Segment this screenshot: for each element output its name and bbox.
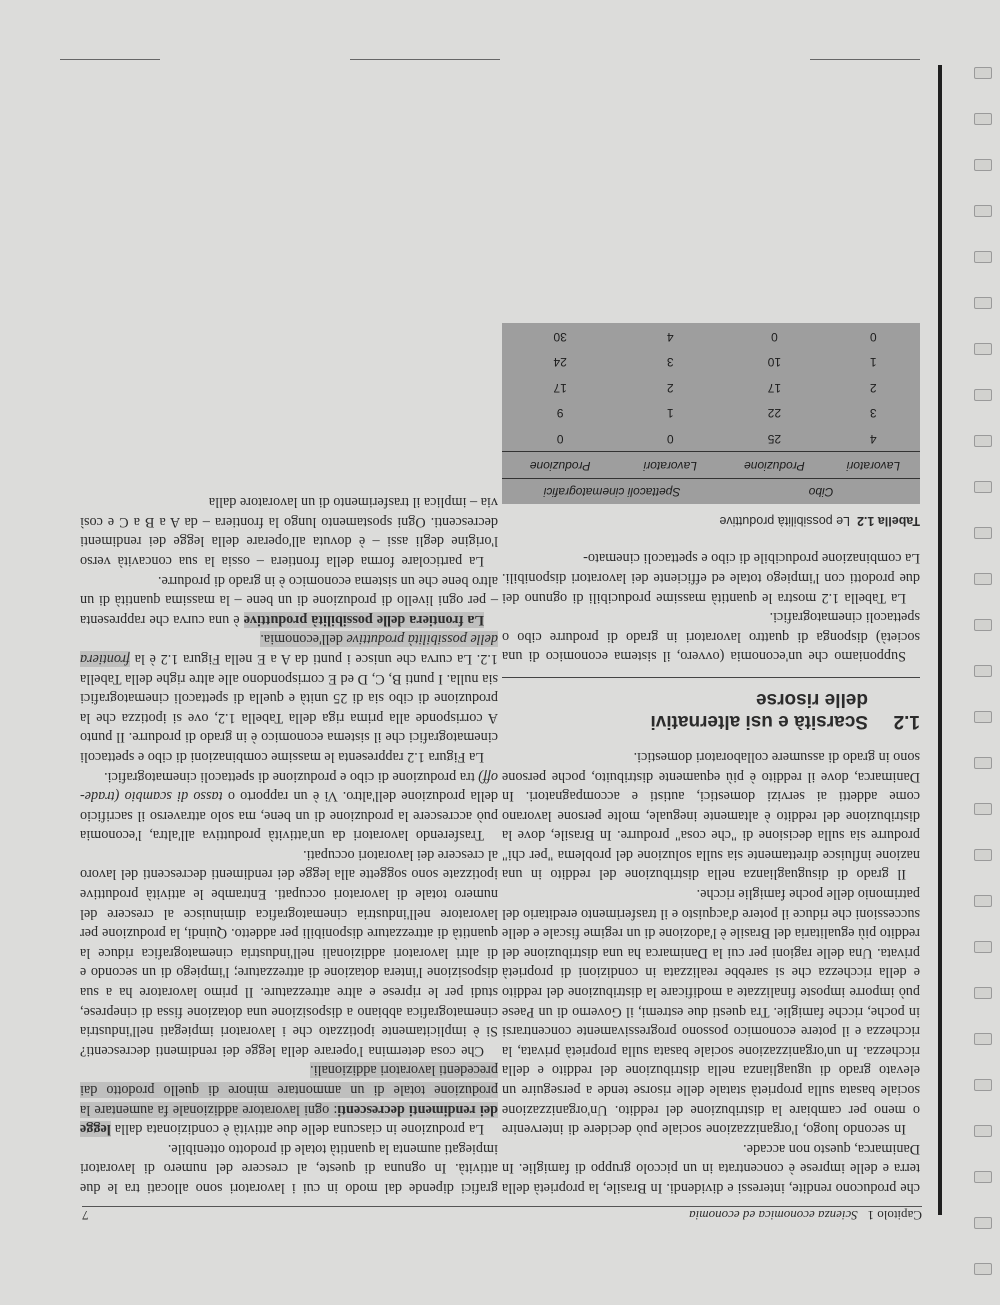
binder-hole [974, 343, 992, 355]
running-title: Scienza economica ed economia [689, 1208, 858, 1223]
left-column [502, 323, 920, 1197]
running-header [82, 1206, 922, 1229]
table-cell: 3 [666, 355, 674, 370]
binder-hole [974, 251, 992, 263]
section-number: 1.2 [893, 711, 920, 733]
paragraph-text: tra produzione di cibo e produzione di spettacoli cinematografici. [104, 768, 479, 785]
key-concept-text: è una curva che rappresenta – per ogni livello di produzione di un bene – la massima quantità di un altro bene che un sistema economico è in grado di produrre. [79, 572, 498, 628]
table-caption [502, 510, 920, 530]
section-title-line1: Scarsità e usi alternativi [650, 711, 868, 733]
binder-hole [974, 987, 992, 999]
page-edge-rule [60, 59, 160, 60]
column-header: Produzione [722, 452, 827, 479]
table-cell: 0 [666, 432, 674, 446]
binder-hole [974, 665, 992, 677]
paragraph: grafici dipende dal modo in cui i lavoratori sono allocati tra le due attività. In ognuna di queste, al crescere del numero di lavoratori impiegati aumenta la quantità totale di prodotto ottenibile. [80, 1140, 498, 1196]
key-concept-box [80, 570, 498, 629]
table-cell: 0 [556, 432, 564, 446]
key-concept-text: La produzione in ciascuna delle due attività è condizionata dalla [110, 1121, 484, 1138]
production-possibilities-table [502, 323, 920, 504]
binder-hole [974, 67, 992, 79]
binder-hole [974, 297, 992, 309]
emphasis: tasso di scambio (trade-off) [80, 768, 498, 805]
section-rule [502, 677, 920, 678]
binder-hole [974, 1033, 992, 1045]
table-cell: 2 [666, 380, 674, 395]
table-cell: 1 [869, 355, 877, 370]
key-concept-box [80, 1060, 498, 1138]
table-cell: 0 [869, 329, 877, 344]
table-cell: 10 [767, 355, 782, 370]
binder-hole [974, 573, 992, 585]
table-cell: 24 [553, 355, 567, 370]
right-column [80, 492, 498, 1197]
paragraph-text: La Figura 1.2 rappresenta le massime combinazioni di cibo e spettacoli cinematografici che il sistema economico è in grado di produrre. Il punto A corrisponde alla prima riga della Tabella 1.2, ove si ipotizza che la produzione di cibo sia di 25 unità e quella di spettacoli cinematografici sia nulla. I punti B, C, D ed E corrispondono alle altre righe della Tabella 1.2. La curva che unisce i punti da A a E nella Figura 1.2 è la [80, 650, 498, 765]
binder-hole [974, 389, 992, 401]
binder-hole [974, 941, 992, 953]
binder-holes [972, 35, 992, 1275]
header-left [689, 1207, 922, 1223]
key-concept-term: La frontiera delle possibilità produttive [243, 611, 484, 628]
binder-hole [974, 619, 992, 631]
table-cell: 30 [553, 329, 567, 344]
paragraph: La particolare forma della frontiera – ossia la sua concavità verso l'origine degli assi – è dovuta all'operare della legge dei rendimenti decrescenti. Ogni spostamento lungo la frontiera – da A a B a C e così via – implica il trasferimento di un lavoratore dalla [80, 494, 498, 569]
binder-hole [974, 1263, 992, 1275]
page-edge-rule [810, 59, 920, 60]
binder-hole [974, 757, 992, 769]
paragraph: Il grado di disuguaglianza nella distribuzione del reddito in una nazione influisce direttamente sia sulla soluzione del problema "per chi" produrre sia sulla decisione di "che cosa" produrre. In Brasile, dove la distribuzione del reddito è altamente ineguale, molte persone lavorano come addetti ai servizi domestici, autisti e accompagnatori. In Danimarca, dove il reddito è più equamente distribuito, poche persone sono in grado di assumere collaboratori domestici. [502, 748, 920, 883]
key-concept-term: legge dei rendimenti decrescenti [80, 1101, 498, 1138]
table-cell: 17 [767, 380, 782, 395]
page-edge-rule [350, 59, 500, 60]
table-cell: 4 [666, 329, 674, 344]
binder-hole [974, 1217, 992, 1229]
column-header: Lavoratori [827, 452, 920, 479]
emphasis: frontiera delle possibilità produttive [80, 631, 498, 667]
paragraph: Che cosa determina l'operare della legge dei rendimenti decrescenti? Si è implicitamente ipotizzato che i lavoratori impiegati nell'industria cinematografica abbiano a disposizione una dotazione fissa di cineprese, studi per le riprese e altre attrezzature. Il primo lavoratore ha a sua disposizione l'intera dotazione di attrezzature; l'impiego di un secondo e di altri lavoratori addizionali nell'industria cinematografica riduce la quantità di attrezzature disponibili per addetto. Quindi, la produzione per lavoratore nell'industria cinematografica diminuisce al crescere del numero totale di lavoratori occupati. Entrambe le attività produttive ipotizzate sono soggette alla legge dei rendimenti decrescenti del lavoro al crescere dei lavoratori occupati. [80, 846, 498, 1059]
column-header: Produzione [502, 452, 618, 479]
column-header: Lavoratori [618, 452, 722, 479]
group-header-film: Spettacoli cinematografici [502, 478, 722, 504]
binder-hole [974, 1171, 992, 1183]
binder-hole [974, 895, 992, 907]
binder-hole [974, 849, 992, 861]
production-table-block [502, 323, 920, 530]
table-cell: 2 [869, 380, 877, 395]
binder-hole [974, 159, 992, 171]
table-row [502, 349, 920, 375]
paragraph-text: Trasferendo lavoratori da un'attività produttiva all'altra, l'economia può accrescere la produzione di un bene, ma solo attraverso il sacrificio della produzione dell'altro. Vi è un rapporto o [80, 788, 498, 844]
paragraph: che producono rendite, interessi e dividendi. In Brasile, la proprietà della terra e delle imprese è concentrata in un piccolo gruppo di famiglie. In Danimarca, questo non accade. [502, 1140, 920, 1196]
paragraph: Supponiamo che un'economia (ovvero, il sistema economico di una società) disponga di quattro lavoratori in grado di produrre cibo o spettacoli cinematografici. [502, 609, 920, 665]
table-title: Le possibilità produttive [719, 513, 851, 528]
binder-hole [974, 803, 992, 815]
binder-hole [974, 113, 992, 125]
binder-hole [974, 527, 992, 539]
table-row [502, 374, 920, 400]
section-title-line2: delle risorse [756, 689, 868, 711]
section-title [650, 688, 868, 732]
paragraph-text: dell'economia. [260, 631, 347, 648]
binder-hole [974, 205, 992, 217]
table-row [502, 323, 920, 349]
paragraph: La Tabella 1.2 mostra le quantità massime producibili di ognuno dei due prodotti con l'impiego totale ed efficiente dei lavoratori disponibili. La combinazione producibile di cibo e spettacoli cinemato- [502, 550, 920, 606]
table-cell: 4 [869, 432, 877, 446]
table-cell: 22 [767, 406, 782, 421]
binder-hole [974, 435, 992, 447]
table-cell: 1 [666, 406, 674, 421]
paragraph: In secondo luogo, l'organizzazione sociale può decidere di intervenire o meno per cambiare la distribuzione del reddito. Un'organizzazione sociale basata sulla proprietà statale delle risorse tende a perseguire un elevato grado di uguaglianza nella distribuzione del reddito e della ricchezza. In un'organizzazione sociale basata sulla proprietà privata, la ricchezza e il potere economico possono progressivamente concentrarsi in poche, ricche famiglie. Tra questi due estremi, il Governo di un Paese può imporre imposte finalizzate a modificare la distribuzione del reddito e della ricchezza che si sarebbe realizzata in condizioni di proprietà privata. Una delle ragioni per cui la Danimarca ha una distribuzione del reddito più egualitaria del Brasile è l'adozione di un regime fiscale e delle successioni che riduce il potere d'acquisto e il trasferimento ereditario del patrimonio delle poche famiglie ricche. [502, 886, 920, 1138]
table-cell: 25 [767, 432, 782, 446]
key-concept-text: : ogni lavoratore addizionale fa aumentare la produzione totale di un ammontare minore di quello prodotto dai precedenti lavoratori addizionali. [80, 1062, 498, 1118]
binder-hole [974, 1125, 992, 1137]
page-number: 7 [82, 1208, 89, 1223]
binder-hole [974, 1079, 992, 1091]
table-cell: 9 [556, 406, 564, 421]
table-cell: 3 [869, 406, 877, 421]
paragraph [80, 629, 498, 766]
table-label: Tabella 1.2 [857, 513, 920, 528]
table-cell: 0 [771, 329, 778, 344]
chapter-label: Capitolo 1 [867, 1208, 922, 1223]
group-header-food: Cibo [722, 478, 920, 504]
table-row [502, 425, 920, 451]
paragraph [80, 766, 498, 844]
table-row [502, 400, 920, 426]
section-heading [502, 688, 920, 732]
margin-rule [938, 65, 942, 1215]
binder-hole [974, 481, 992, 493]
binder-hole [974, 711, 992, 723]
table-cell: 17 [553, 380, 567, 395]
